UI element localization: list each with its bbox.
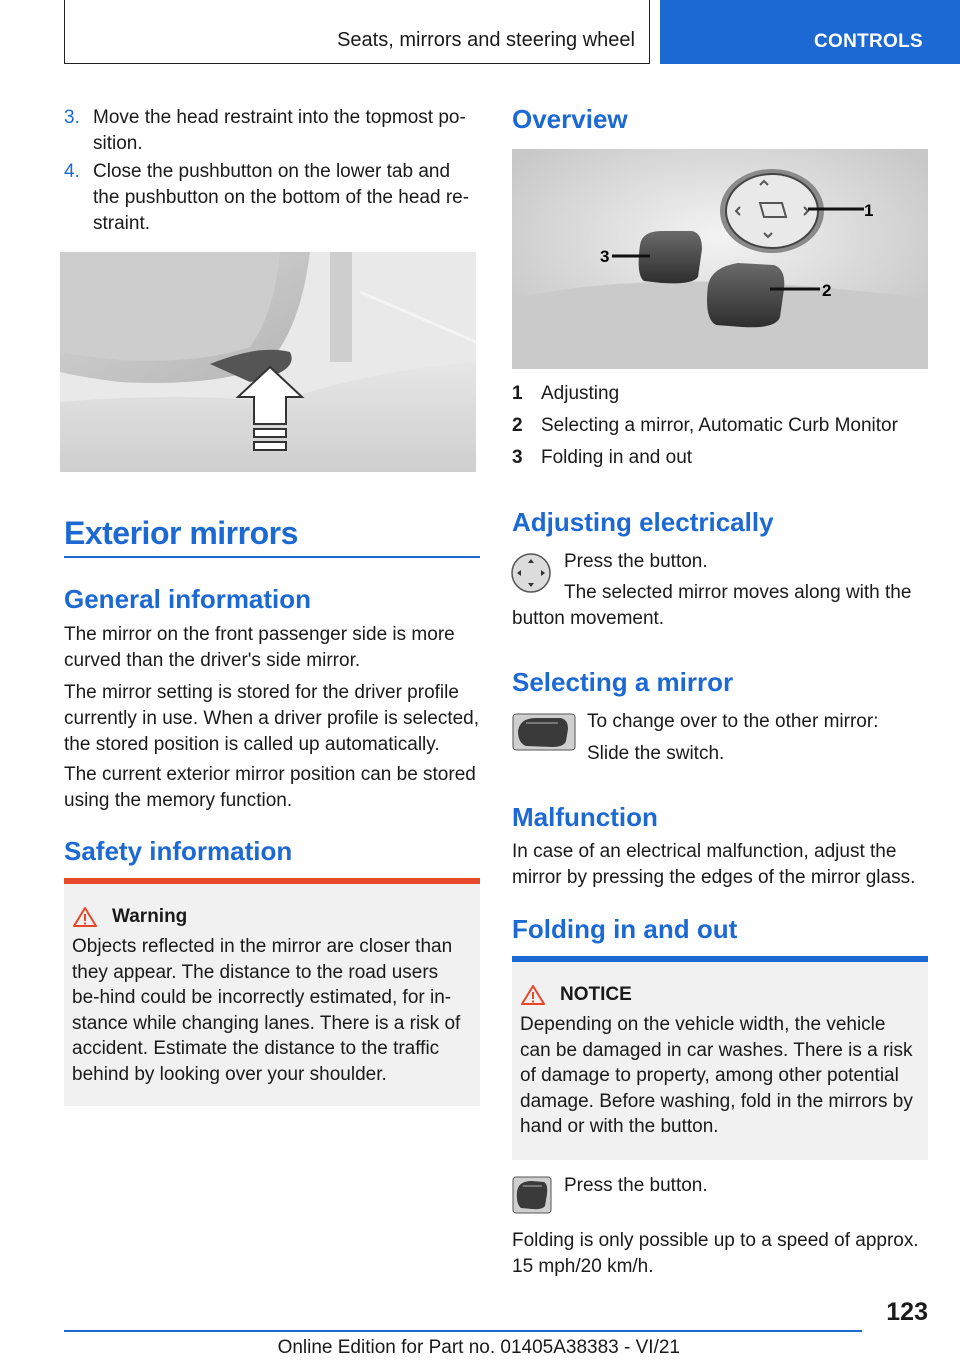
warning-triangle-icon xyxy=(72,906,98,928)
mirror-switch-icon xyxy=(512,713,576,751)
warning-text: Objects reflected in the mirror are closer than they appear. The distance to the road users be-hind could be incorrectly estimated, for in-stance while changing lanes. There is a risk of accident. Estimate the distance to the traffic behind by looking over your shoulder. xyxy=(72,936,461,1085)
selecting-line-2: Slide the switch. xyxy=(587,743,725,764)
footer-rule xyxy=(64,1330,862,1332)
folding-heading: Folding in and out xyxy=(512,914,738,944)
callout-label: 2 xyxy=(822,281,832,300)
warning-title: Warning xyxy=(64,884,480,928)
page-number: 123 xyxy=(886,1298,928,1326)
fold-press-text: Press the button. xyxy=(564,1175,708,1196)
callout-label: 3 xyxy=(600,247,610,266)
footer-edition: Online Edition for Part no. 01405A38383 - VI/21 xyxy=(277,1337,680,1358)
notice-title: NOTICE xyxy=(512,962,928,1006)
safety-information-heading: Safety information xyxy=(64,836,293,866)
notice-text: Depending on the vehicle width, the vehicle can be damaged in car washes. There is a risk of damage to property, among other potential damage. Before washing, fold in the mirrors by hand or with the button. xyxy=(520,1014,913,1138)
section-title: Seats, mirrors and steering wheel xyxy=(337,29,635,51)
chapter-title: CONTROLS xyxy=(814,31,924,52)
head-restraint-illustration xyxy=(60,252,476,472)
fold-button-icon xyxy=(512,1176,552,1214)
general-paragraph-3: The current exterior mirror position can be stored using the memory function. xyxy=(64,764,476,811)
warning-triangle-icon xyxy=(520,984,546,1006)
step-list xyxy=(64,105,480,239)
adjusting-line-2: The selected mirror moves along with the button movement. xyxy=(512,582,912,629)
legend-row: 3 Folding in and out xyxy=(512,447,693,468)
list-item: 3. Move the head restraint into the topmost po-sition. xyxy=(64,107,466,154)
adjusting-electrically-heading: Adjusting electrically xyxy=(512,507,774,537)
header-section xyxy=(64,0,650,64)
general-information-heading: General information xyxy=(64,584,312,614)
mirror-controls-illustration xyxy=(512,149,928,369)
selecting-line-1: To change over to the other mirror: xyxy=(587,711,879,732)
exterior-mirrors-heading: Exterior mirrors xyxy=(64,515,298,551)
general-paragraph-1: The mirror on the front passenger side is more curved than the driver's side mirror. xyxy=(64,624,455,671)
notice-box xyxy=(512,956,928,1160)
header-chapter xyxy=(660,0,960,64)
adjusting-line-1: Press the button. xyxy=(564,551,708,572)
legend-row: 1 Adjusting xyxy=(512,383,620,404)
general-paragraph-2: The mirror setting is stored for the driver profile currently in use. When a driver profile is selected, the stored position is called up automatically. xyxy=(64,682,480,755)
malfunction-text: In case of an electrical malfunction, adjust the mirror by pressing the edges of the mirror glass. xyxy=(512,841,916,888)
malfunction-heading: Malfunction xyxy=(512,802,658,832)
legend-row: 2 Selecting a mirror, Automatic Curb Monitor xyxy=(512,415,898,436)
callout-label: 1 xyxy=(864,201,874,220)
selecting-mirror-heading: Selecting a mirror xyxy=(512,667,734,697)
overview-heading: Overview xyxy=(512,104,628,134)
list-item: 4. Close the pushbutton on the lower tab and the pushbutton on the bottom of the head re-straint. xyxy=(64,161,470,234)
heading-rule xyxy=(64,556,480,558)
fold-speed-text: Folding is only possible up to a speed of approx. 15 mph/20 km/h. xyxy=(512,1230,919,1277)
overview-legend xyxy=(512,378,932,474)
warning-box xyxy=(64,878,480,1106)
